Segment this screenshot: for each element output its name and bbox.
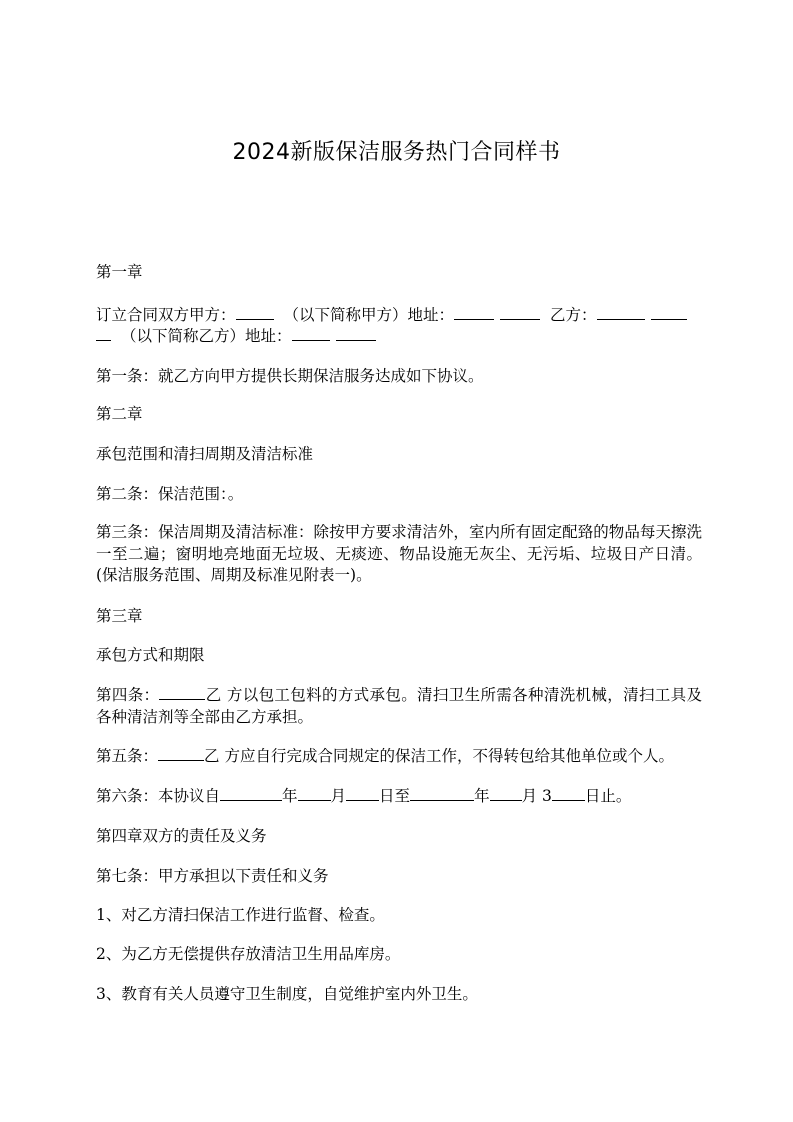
article-4-label: 第四条： xyxy=(96,686,160,704)
party-a-address-blank xyxy=(454,304,494,320)
party-b-name-blank xyxy=(597,304,645,320)
end-year-blank xyxy=(410,785,474,801)
article-2: 第二条：保洁范围：。 xyxy=(96,485,244,503)
chapter-2-heading: 第二章 xyxy=(96,405,143,423)
start-month-blank xyxy=(298,785,331,801)
article-4-blank xyxy=(159,684,205,700)
chapter-4-heading: 第四章双方的责任及义务 xyxy=(96,827,267,845)
party-b-name-blank-2 xyxy=(651,304,687,320)
chapter-2-title: 承包范围和清扫周期及清洁标准 xyxy=(96,445,314,463)
duty-item-1: 1、对乙方清扫保洁工作进行监督、检查。 xyxy=(96,906,385,924)
start-day-blank xyxy=(346,785,379,801)
month-label-2: 月 3 xyxy=(521,787,552,805)
article-4-text: 乙 方以包工包料的方式承包。清扫卫生所需各种清洗机械，清扫工具及各种清洁剂等全部由乙方承担。 xyxy=(96,686,702,726)
party-b-label: 乙方： xyxy=(550,306,597,324)
party-b-address-blank-2 xyxy=(336,325,376,341)
chapter-3-heading: 第三章 xyxy=(96,607,143,625)
article-6 xyxy=(96,785,700,806)
article-4 xyxy=(96,684,702,728)
month-label: 月 xyxy=(330,787,347,805)
party-b-name-blank-3 xyxy=(96,325,111,341)
end-month-blank xyxy=(490,785,522,801)
chapter-1-heading: 第一章 xyxy=(96,263,143,281)
party-b-address-blank xyxy=(292,325,330,341)
article-3: 第三条：保洁周期及清洁标准：除按甲方要求清洁外，室内所有固定配臵的物品每天擦洗一至二遍；窗明地亮地面无垃圾、无痰迹、物品设施无灰尘、无污垢、垃圾日产日清。(保洁服务范围、周期及标准见附表一)。 xyxy=(96,523,702,584)
article-5-text: 乙 方应自行完成合同规定的保洁工作，不得转包给其他单位或个人。 xyxy=(204,747,674,765)
party-a-name-blank xyxy=(236,304,274,320)
party-line-2 xyxy=(96,325,700,346)
article-5 xyxy=(96,745,700,766)
party-b-abbrev: （以下简称乙方）地址： xyxy=(121,327,292,345)
start-year-blank xyxy=(220,785,282,801)
article-6-label: 第六条：本协议自 xyxy=(96,787,221,805)
year-label: 年 xyxy=(282,787,298,805)
party-a-address-blank-2 xyxy=(500,304,540,320)
duty-item-3: 3、教育有关人员遵守卫生制度，自觉维护室内外卫生。 xyxy=(96,985,478,1003)
article-1: 第一条：就乙方向甲方提供长期保洁服务达成如下协议。 xyxy=(96,367,484,385)
chapter-3-title: 承包方式和期限 xyxy=(96,646,205,664)
document-title: 2024新版保洁服务热门合同样书 xyxy=(232,140,561,165)
year-label-2: 年 xyxy=(474,787,490,805)
party-line-1 xyxy=(96,304,700,325)
article-7: 第七条：甲方承担以下责任和义务 xyxy=(96,867,329,885)
end-label: 日止。 xyxy=(584,787,632,805)
article-5-label: 第五条： xyxy=(96,747,159,765)
day-to-label: 日至 xyxy=(379,787,411,805)
article-5-blank xyxy=(158,745,204,761)
party-a-abbrev: （以下简称甲方）地址： xyxy=(283,306,455,324)
party-a-label: 订立合同双方甲方： xyxy=(96,306,236,324)
duty-item-2: 2、为乙方无偿提供存放清洁卫生用品库房。 xyxy=(96,945,401,963)
end-day-blank xyxy=(552,785,585,801)
